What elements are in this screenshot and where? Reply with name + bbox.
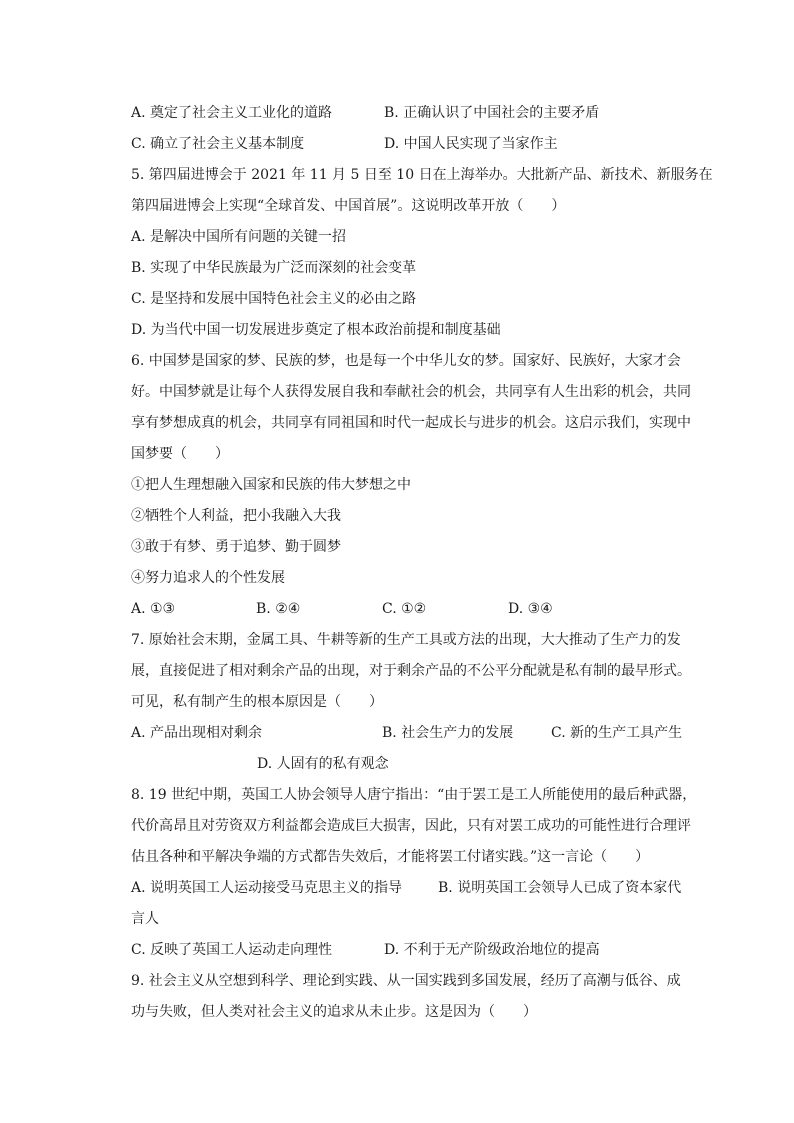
q7-stem-line-2: 展，直接促进了相对剩余产品的出现，对于剩余产品的不公平分配就是私有制的最早形式。 [131, 663, 691, 679]
q6-stem-line-3: 享有梦想成真的机会，共同享有同祖国和时代一起成长与进步的机会。这启示我们，实现中 [131, 415, 691, 431]
q8-stem-line-2: 代价高昂且对劳资双方利益都会造成巨大损害，因此，只有对罢工成功的可能性进行合理评 [131, 818, 691, 834]
q4-option-a: A. 奠定了社会主义工业化的道路 [131, 105, 333, 121]
q6-stem-line-2: 好。中国梦就是让每个人获得发展自我和奉献社会的机会，共同享有人生出彩的机会，共同 [131, 384, 691, 400]
q5-stem-line-1: 5. 第四届进博会于 2021 年 11 月 5 日至 10 日在上海举办。大批新产品、新技术、新服务在 [131, 167, 713, 183]
q7-stem-line-3: 可见，私有制产生的根本原因是（ ） [131, 694, 383, 710]
q6-option-c: C. ①② [382, 601, 427, 617]
q7-option-b: B. 社会生产力的发展 [382, 725, 514, 741]
q8-option-c: C. 反映了英国工人运动走向理性 [131, 942, 333, 958]
q7-option-c: C. 新的生产工具产生 [551, 725, 683, 741]
q6-option-d: D. ③④ [508, 601, 553, 617]
q5-option-d: D. 为当代中国一切发展进步奠定了根本政治前提和制度基础 [131, 322, 501, 338]
q5-option-c: C. 是坚持和发展中国特色社会主义的必由之路 [131, 291, 417, 307]
q8-stem-line-1: 8. 19 世纪中期，英国工人协会领导人唐宁指出：“由于罢工是工人所能使用的最后种武器， [131, 787, 697, 803]
q5-stem-line-2: 第四届进博会上实现“全球首发、中国首展”。这说明改革开放（ ） [131, 198, 566, 214]
q4-option-b: B. 正确认识了中国社会的主要矛盾 [384, 105, 600, 121]
q9-stem-line-1: 9. 社会主义从空想到科学、理论到实践、从一国实践到多国发展，经历了高潮与低谷、成 [131, 973, 681, 989]
q8-option-b-continued: 言人 [131, 911, 159, 927]
q6-stem-line-4: 国梦要（ ） [131, 446, 229, 462]
q6-statement-2: ②牺牲个人利益，把小我融入大我 [131, 508, 341, 524]
q5-option-a: A. 是解决中国所有问题的关键一招 [131, 229, 347, 245]
q8-option-a: A. 说明英国工人运动接受马克思主义的指导 [131, 880, 403, 896]
q7-option-a: A. 产品出现相对剩余 [131, 725, 263, 741]
q8-stem-line-3: 估且各种和平解决争端的方式都告失效后，才能将罢工付诸实践。”这一言论（ ） [131, 849, 650, 865]
q4-option-c: C. 确立了社会主义基本制度 [131, 136, 305, 152]
q8-option-b: B. 说明英国工会领导人已成了资本家代 [438, 880, 682, 896]
q6-statement-4: ④努力追求人的个性发展 [131, 570, 285, 586]
q8-option-d: D. 不利于无产阶级政治地位的提高 [384, 942, 600, 958]
q4-option-d: D. 中国人民实现了当家作主 [384, 136, 558, 152]
q6-stem-line-1: 6. 中国梦是国家的梦、民族的梦，也是每一个中华儿女的梦。国家好、民族好，大家才会 [131, 353, 681, 369]
q7-option-d: D. 人固有的私有观念 [257, 756, 389, 772]
q6-option-a: A. ①③ [131, 601, 176, 617]
q5-option-b: B. 实现了中华民族最为广泛而深刻的社会变革 [131, 260, 417, 276]
q6-statement-1: ①把人生理想融入国家和民族的伟大梦想之中 [131, 477, 411, 493]
q7-stem-line-1: 7. 原始社会末期，金属工具、牛耕等新的生产工具或方法的出现，大大推动了生产力的发 [131, 632, 681, 648]
q9-stem-line-2: 功与失败，但人类对社会主义的追求从未止步。这是因为（ ） [131, 1004, 537, 1020]
q6-option-b: B. ②④ [256, 601, 301, 617]
q6-statement-3: ③敢于有梦、勇于追梦、勤于圆梦 [131, 539, 341, 555]
